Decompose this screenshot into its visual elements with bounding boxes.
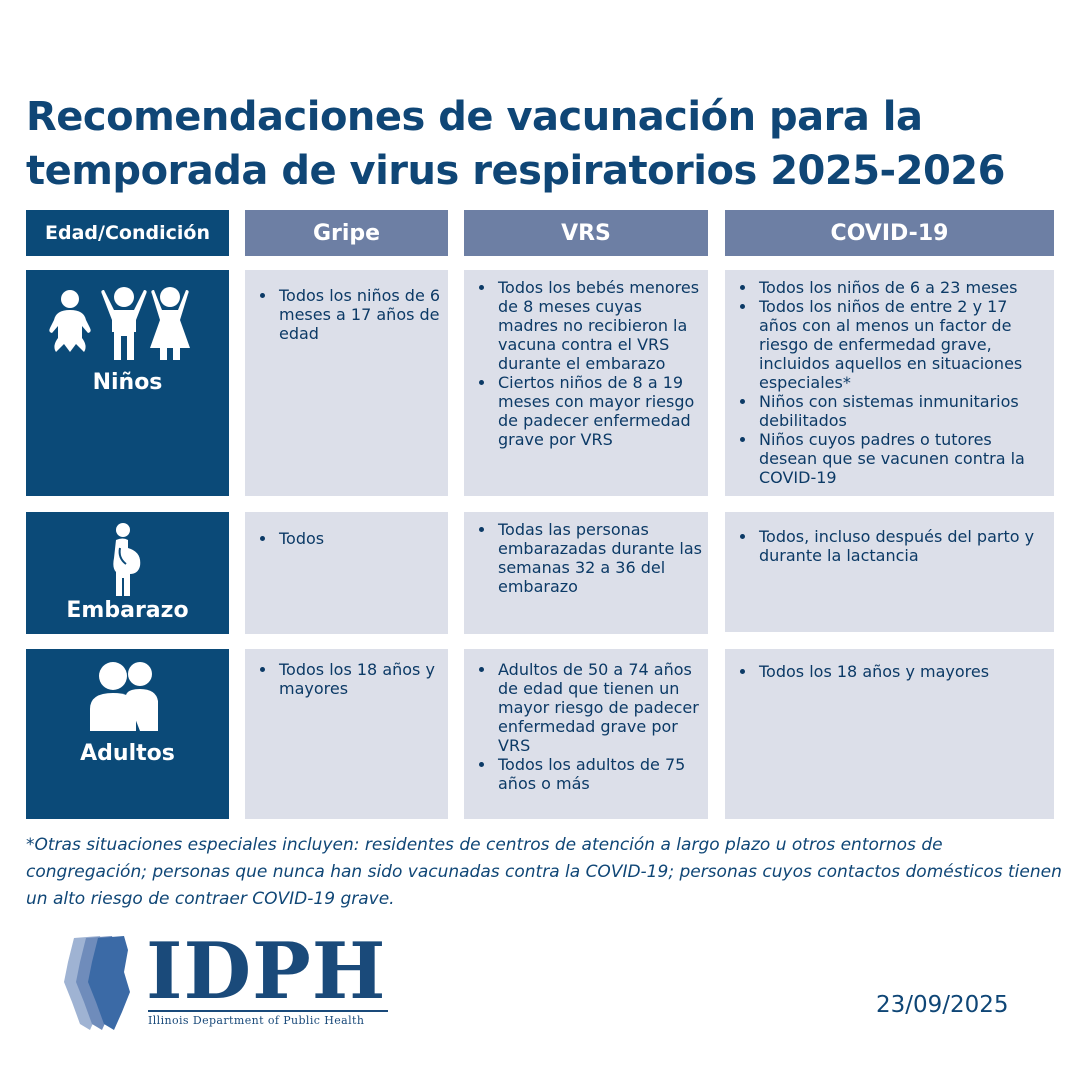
list-item: • Niños cuyos padres o tutores desean que se vacunen contra la COVID-19 bbox=[757, 430, 1048, 487]
title-line-1: Recomendaciones de vacunación para la bbox=[26, 94, 923, 140]
cell-embarazo-covid bbox=[725, 512, 1054, 632]
idph-logo bbox=[60, 926, 390, 1038]
cell-adultos-gripe bbox=[245, 649, 448, 819]
list-item: • Todos los niños de 6 a 23 meses bbox=[757, 278, 1048, 297]
cell-ninos-vrs bbox=[464, 270, 708, 496]
row-label-embarazo: Embarazo bbox=[66, 598, 189, 623]
footnote: *Otras situaciones especiales incluyen: residentes de centros de atención a largo plazo u otros entornos de congregación; personas que nunca han sido vacunadas contra la COVID-19; personas cuyos contactos domésticos tienen un alto riesgo de contraer COVID-19 grave. bbox=[26, 835, 1062, 909]
illinois-state-icon bbox=[60, 932, 140, 1032]
list-item: • Todos los bebés menores de 8 meses cuyas madres no recibieron la vacuna contra el VRS durante el embarazo bbox=[496, 278, 702, 373]
list-item: • Todos los 18 años y mayores bbox=[757, 662, 1048, 681]
header-gripe: Gripe bbox=[245, 210, 448, 256]
list-item: • Todos los niños de entre 2 y 17 años con al menos un factor de riesgo de enfermedad grave, incluidos aquellos en situaciones especiales* bbox=[757, 297, 1048, 392]
list-item: • Niños con sistemas inmunitarios debilitados bbox=[757, 392, 1048, 430]
cell-adultos-covid bbox=[725, 649, 1054, 819]
list-item: • Ciertos niños de 8 a 19 meses con mayor riesgo de padecer enfermedad grave por VRS bbox=[496, 373, 702, 449]
row-header-adultos bbox=[26, 649, 229, 819]
row-label-adultos: Adultos bbox=[80, 741, 175, 766]
children-icon bbox=[48, 286, 202, 360]
row-label-ninos: Niños bbox=[92, 370, 163, 395]
list-item: • Adultos de 50 a 74 años de edad que tienen un mayor riesgo de padecer enfermedad grave por VRS bbox=[496, 660, 702, 755]
list-item: • Todos los adultos de 75 años o más bbox=[496, 755, 702, 793]
title-line-2: temporada de virus respiratorios 2025-2026 bbox=[26, 148, 1005, 194]
cell-embarazo-vrs bbox=[464, 512, 708, 634]
row-header-embarazo bbox=[26, 512, 229, 634]
list-item: • Todos los niños de 6 meses a 17 años de edad bbox=[277, 286, 442, 343]
list-item: • Todos los 18 años y mayores bbox=[277, 660, 442, 698]
header-vrs: VRS bbox=[464, 210, 708, 256]
page-title bbox=[26, 90, 1066, 198]
cell-ninos-gripe bbox=[245, 270, 448, 496]
logo-wordmark: IDPH bbox=[146, 926, 387, 1017]
header-covid: COVID-19 bbox=[725, 210, 1054, 256]
cell-ninos-covid bbox=[725, 270, 1054, 496]
pregnant-woman-icon bbox=[106, 522, 146, 598]
cell-adultos-vrs bbox=[464, 649, 708, 819]
list-item: • Todos, incluso después del parto y durante la lactancia bbox=[757, 527, 1048, 565]
list-item: • Todas las personas embarazadas durante las semanas 32 a 36 del embarazo bbox=[496, 520, 702, 596]
adults-icon bbox=[88, 661, 168, 733]
cell-embarazo-gripe bbox=[245, 512, 448, 634]
list-item: • Todos bbox=[277, 529, 442, 548]
date-label: 23/09/2025 bbox=[876, 992, 1009, 1018]
logo-subtitle: Illinois Department of Public Health bbox=[148, 1010, 388, 1027]
header-edad-condicion: Edad/Condición bbox=[26, 210, 229, 256]
row-header-ninos bbox=[26, 270, 229, 496]
